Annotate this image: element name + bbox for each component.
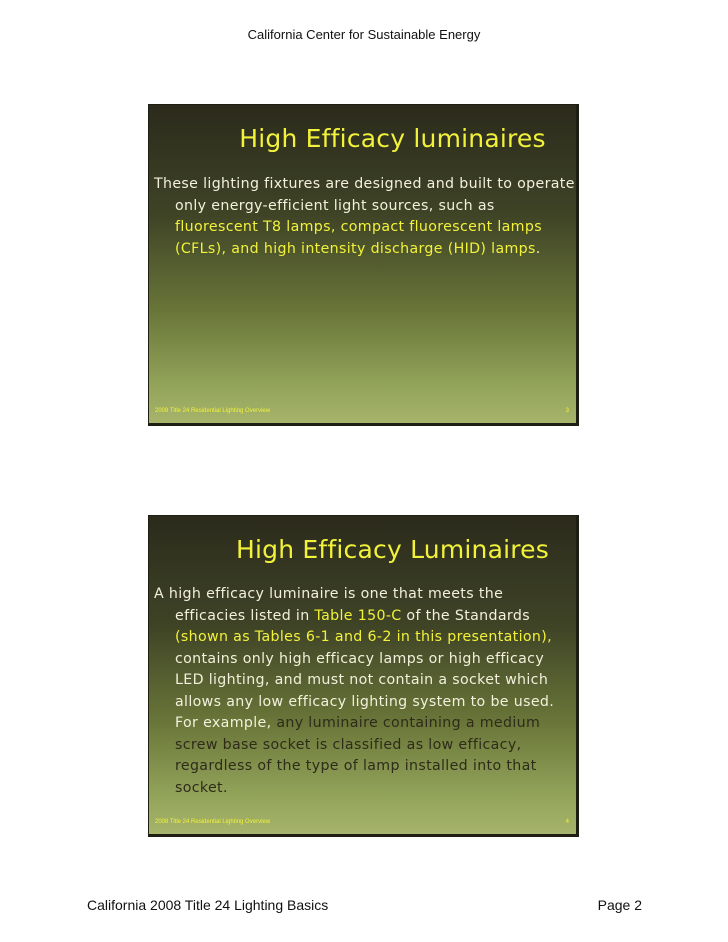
body-text: . <box>535 240 541 257</box>
body-line: contains only high efficacy lamps or high efficacy <box>175 650 545 667</box>
body-line: allows any low efficacy lighting system to be used. <box>175 693 555 710</box>
body-line <box>154 606 573 628</box>
footer-title: California 2008 Title 24 Lighting Basics <box>87 897 329 913</box>
body-line <box>154 713 573 735</box>
slide-footer-title: 2008 Title 24 Residential Lighting Overview <box>155 819 271 825</box>
body-line: socket. <box>175 779 228 796</box>
body-highlight: Table 150-C <box>314 607 402 624</box>
slide-body <box>154 174 573 260</box>
page-number: Page 2 <box>597 897 642 913</box>
body-highlight: (CFLs), and high intensity discharge (HID) lamps <box>175 240 536 257</box>
body-line: regardless of the type of lamp installed into that <box>175 758 537 774</box>
body-emphasis: any luminaire containing a medium <box>276 715 541 731</box>
body-line <box>154 239 573 261</box>
body-text: efficacies listed in <box>175 607 315 624</box>
body-line: These lighting fixtures are designed and built to operate <box>154 176 575 192</box>
slide-number: 3 <box>565 408 569 414</box>
slide-4 <box>148 515 579 837</box>
slide-title: High Efficacy Luminaires <box>236 535 549 564</box>
page-header: California Center for Sustainable Energy <box>247 27 481 42</box>
slide-3 <box>148 104 579 426</box>
slide-footer <box>155 408 569 418</box>
slide-footer-title: 2008 Title 24 Residential Lighting Overview <box>155 408 271 414</box>
body-line: A high efficacy luminaire is one that meets the <box>154 586 504 602</box>
body-line-highlight: (shown as Tables 6-1 and 6-2 in this presentation), <box>175 629 552 645</box>
body-line-highlight: fluorescent T8 lamps, compact fluorescent lamps <box>175 219 542 235</box>
slide-body <box>154 584 573 799</box>
slide-footer <box>155 819 569 829</box>
slide-title: High Efficacy luminaires <box>239 124 546 153</box>
body-text: For example, <box>175 715 277 731</box>
body-text: of the Standards <box>401 607 530 624</box>
body-line: only energy-efficient light sources, such as <box>175 197 495 214</box>
body-line: LED lighting, and must not contain a socket which <box>175 672 549 688</box>
slide-number: 4 <box>565 819 569 825</box>
body-line: screw base socket is classified as low efficacy, <box>175 736 522 753</box>
